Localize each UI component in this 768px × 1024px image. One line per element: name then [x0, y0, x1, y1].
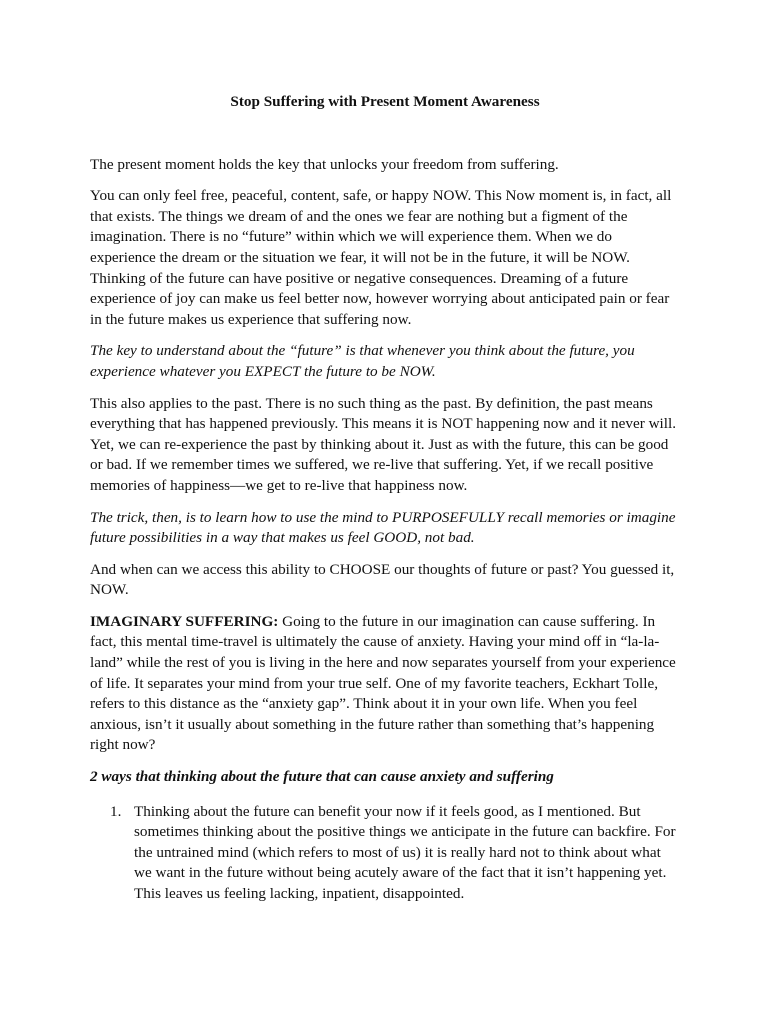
list-item-number: 1.	[110, 802, 122, 820]
list-item-text: Thinking about the future can benefit your now if it feels good, as I mentioned. But sometimes thinking about the positive things we anticipate in the future can backfire. For the untrained mind (which refers to most of us) it is really hard not to think about what we want in the future without being acutely aware of the fact that it isn’t happening yet. This leaves us feeling lacking, inpatient, disappointed.	[134, 802, 676, 902]
paragraph-choose: And when can we access this ability to CHOOSE our thoughts of future or past? You guessed it, NOW.	[90, 560, 675, 599]
paragraph-imaginary-suffering	[90, 612, 680, 756]
imaginary-suffering-label: IMAGINARY SUFFERING:	[90, 612, 279, 630]
paragraph-future-key: The key to understand about the “future” is that whenever you think about the future, you experience whatever you EXPECT the future to be NOW.	[90, 342, 635, 380]
section-heading: 2 ways that thinking about the future that can cause anxiety and suffering	[90, 768, 554, 786]
paragraph-trick: The trick, then, is to learn how to use the mind to PURPOSEFULLY recall memories or imagine future possibilities in a way that makes us feel GOOD, not bad.	[90, 508, 676, 547]
paragraph-intro: The present moment holds the key that unlocks your freedom from suffering.	[90, 155, 559, 173]
paragraph-now: You can only feel free, peaceful, content, safe, or happy NOW. This Now moment is, in fact, all that exists. The things we dream of and the ones we fear are nothing but a figment of the imagination. There is no “future” within which we will experience them. When we do experience the dream or the situation we fear, it will not be in the future, it will be NOW. Thinking of the future can have positive or negative consequences. Dreaming of a future experience of joy can make us feel better now, however worrying about anticipated pain or fear in the future makes us experience that suffering now.	[90, 187, 672, 328]
document-body	[90, 92, 680, 905]
imaginary-suffering-body: Going to the future in our imagination can cause suffering. In fact, this mental time-travel is ultimately the cause of anxiety. Having your mind off in “la-la-land” while the rest of you is living in the here and now separates yourself from your experience of life. It separates your mind from your true self. One of my favorite teachers, Eckhart Tolle, refers to this distance as the “anxiety gap”. Think about it in your own life. When you feel anxious, isn’t it usually about something in the future rather than something that’s happening right now?	[90, 612, 676, 754]
paragraph-past: This also applies to the past. There is no such thing as the past. By definition, the past means everything that has happened previously. This means it is NOT happening now and it never will. Yet, we can re-experience the past by thinking about it. Just as with the future, this can be good or bad. If we remember times we suffered, we re-live that suffering. Yet, if we recall positive memories of happiness—we get to re-live that happiness now.	[90, 394, 677, 494]
document-title: Stop Suffering with Present Moment Awareness	[230, 93, 540, 110]
numbered-list	[90, 802, 680, 905]
list-item	[90, 802, 680, 905]
